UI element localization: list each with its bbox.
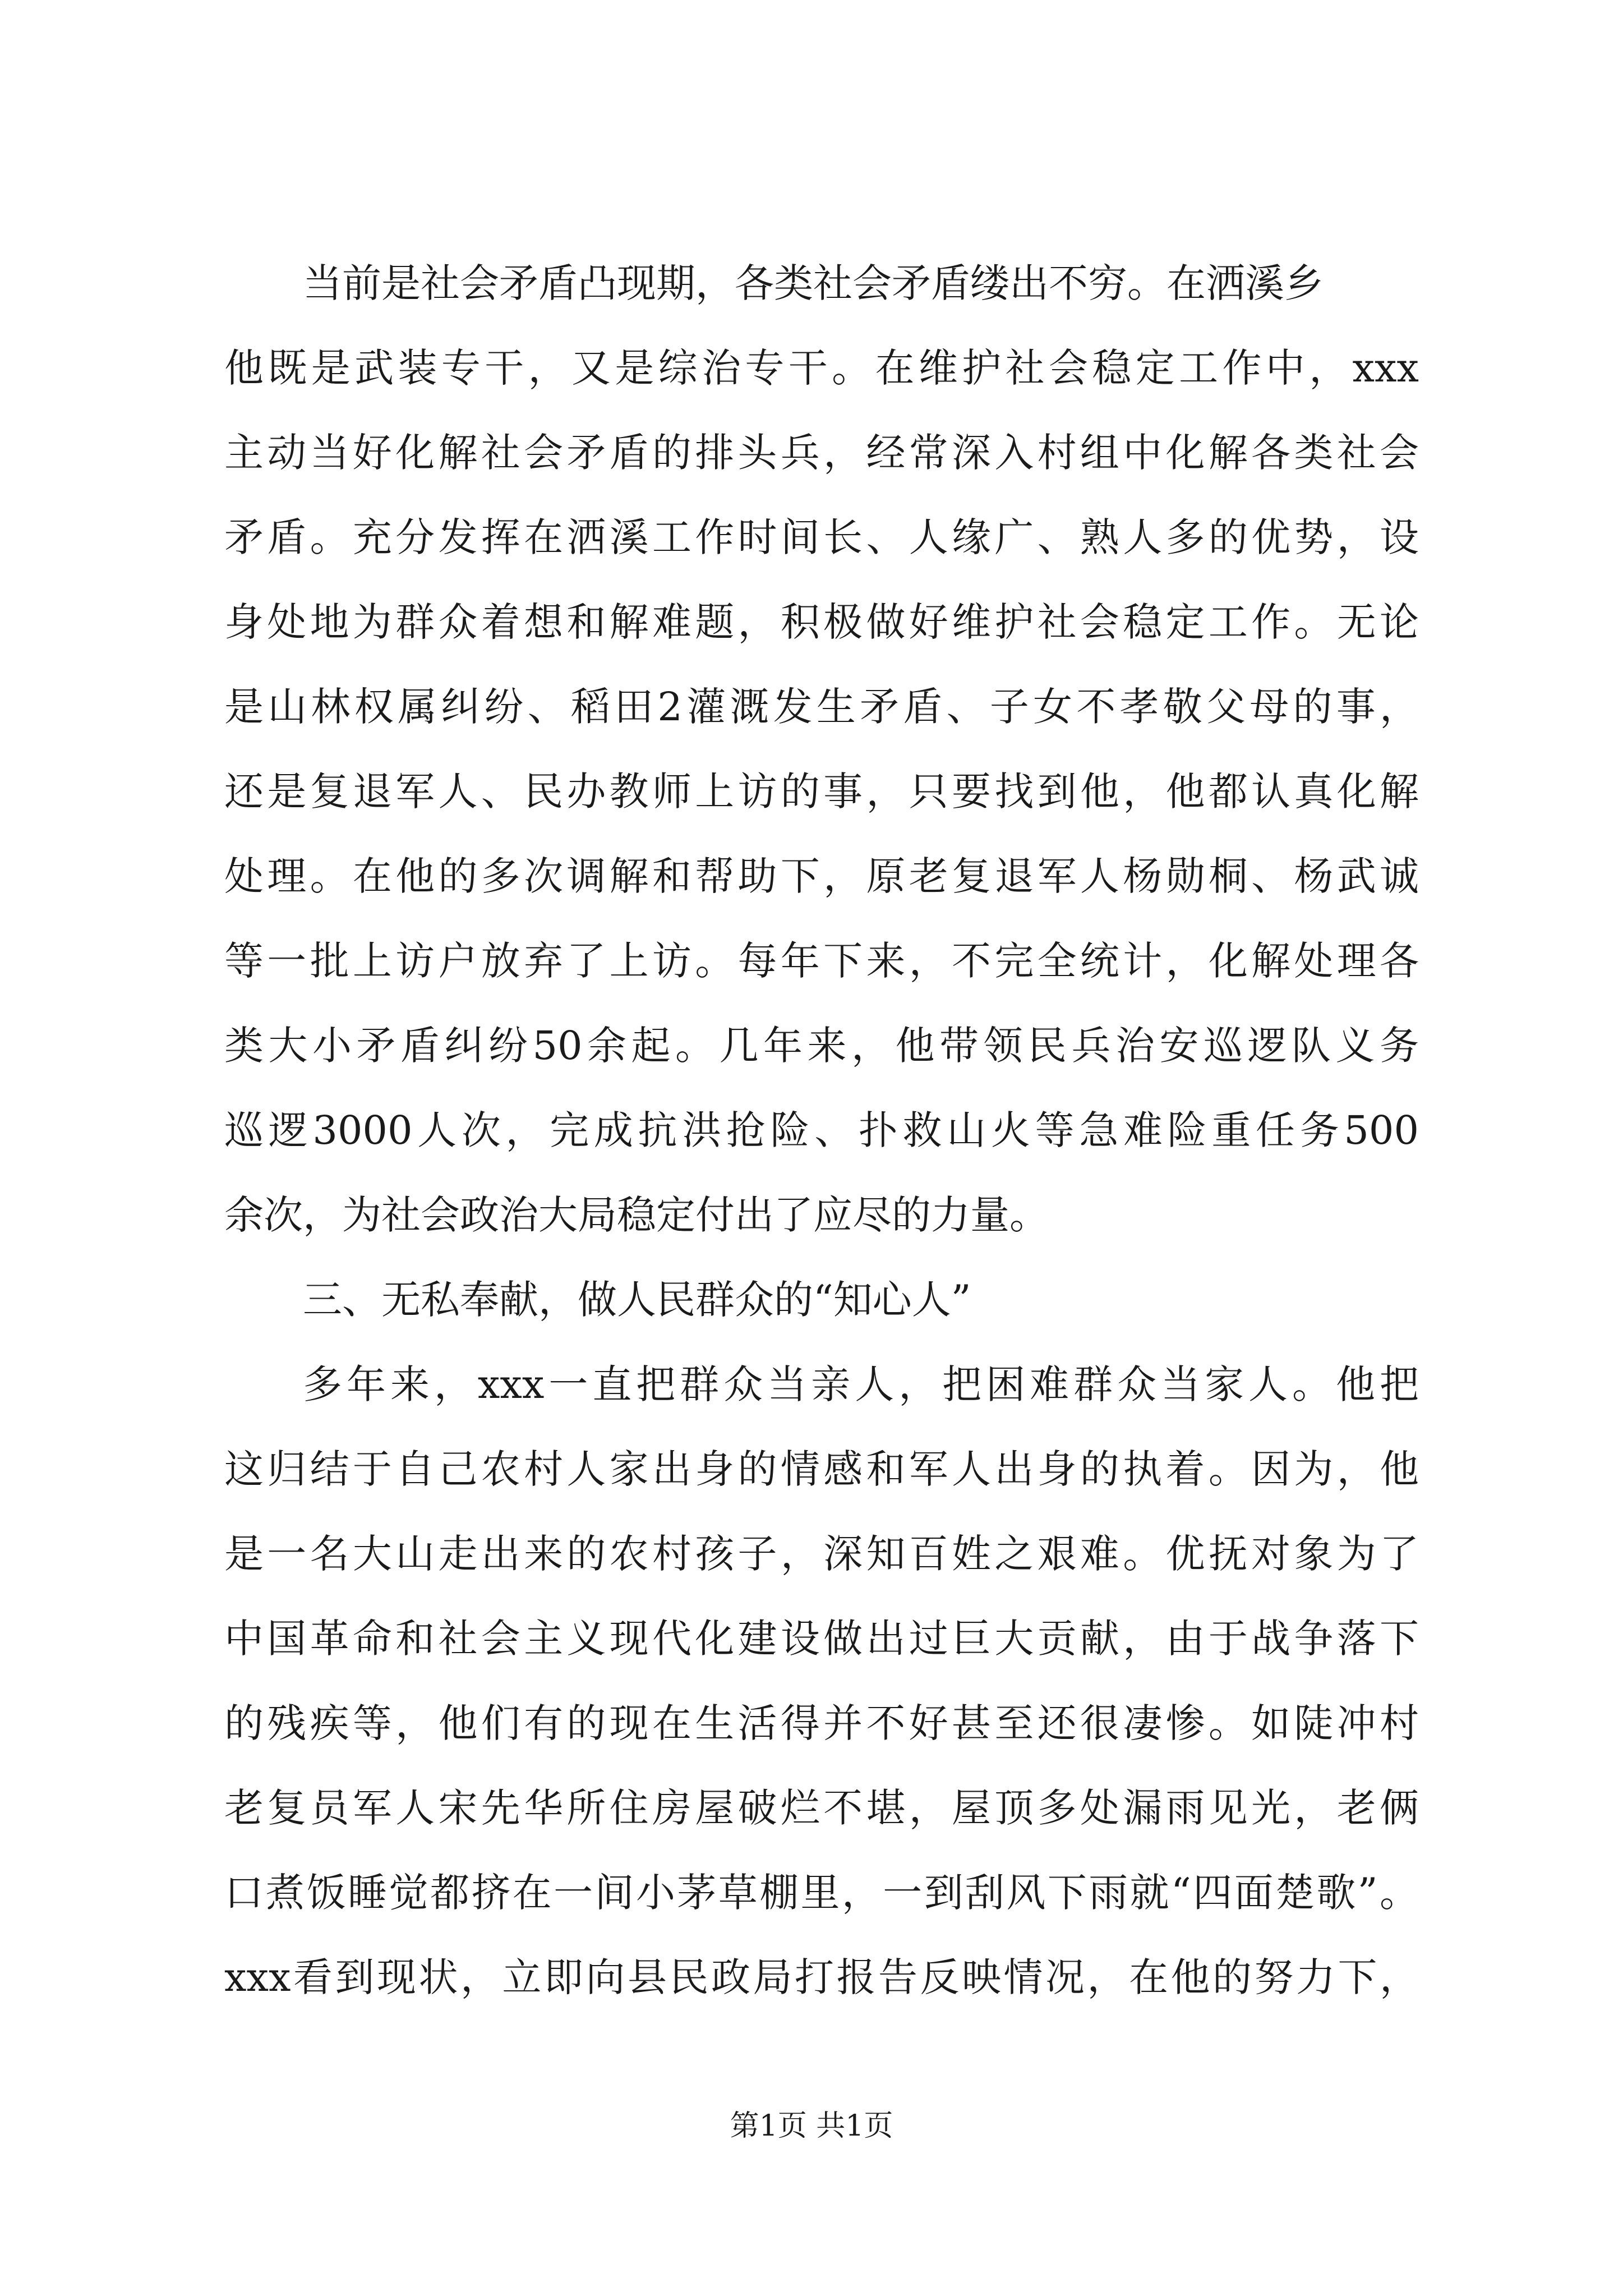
text-line: 处理。在他的多次调解和帮助下，原老复退军人杨勋桐、杨武诚 xyxy=(224,853,1419,899)
text-line: 还是复退军人、民办教师上访的事，只要找到他，他都认真化解 xyxy=(224,769,1419,815)
text-line: 等一批上访户放弃了上访。每年下来，不完全统计，化解处理各 xyxy=(224,938,1419,984)
text-line: 当前是社会矛盾凸现期，各类社会矛盾缕出不穷。在洒溪乡 xyxy=(303,260,1324,306)
text-line: 矛盾。充分发挥在洒溪工作时间长、人缘广、熟人多的优势，设 xyxy=(224,514,1419,560)
section-heading: 三、无私奉献，做人民群众的“知心人” xyxy=(303,1277,971,1323)
text-line: 他既是武装专干，又是综治专干。在维护社会稳定工作中，xxx xyxy=(224,345,1419,391)
text-line: 身处地为群众着想和解难题，积极做好维护社会稳定工作。无论 xyxy=(224,599,1419,645)
text-line: 这归结于自己农村人家出身的情感和军人出身的执着。因为，他 xyxy=(224,1446,1419,1492)
text-line: 老复员军人宋先华所住房屋破烂不堪，屋顶多处漏雨见光，老俩 xyxy=(224,1785,1419,1831)
text-line: 类大小矛盾纠纷50余起。几年来，他带领民兵治安巡逻队义务 xyxy=(224,1023,1419,1069)
text-line: 主动当好化解社会矛盾的排头兵，经常深入村组中化解各类社会 xyxy=(224,430,1419,476)
text-line: 的残疾等，他们有的现在生活得并不好甚至还很凄惨。如陡冲村 xyxy=(224,1700,1419,1746)
text-line: 是一名大山走出来的农村孩子，深知百姓之艰难。优抚对象为了 xyxy=(224,1531,1419,1577)
text-line: 多年来，xxx一直把群众当亲人，把困难群众当家人。他把 xyxy=(303,1361,1419,1407)
page-footer: 第1页 共1页 xyxy=(730,2109,893,2143)
text-line: 巡逻3000人次，完成抗洪抢险、扑救山火等急难险重任务500 xyxy=(224,1107,1419,1153)
text-line: 中国革命和社会主义现代化建设做出过巨大贡献，由于战争落下 xyxy=(224,1616,1419,1662)
text-line: 口煮饭睡觉都挤在一间小茅草棚里，一到刮风下雨就“四面楚歌”。 xyxy=(224,1870,1419,1916)
text-line: xxx看到现状，立即向县民政局打报告反映情况，在他的努力下， xyxy=(224,1954,1419,2000)
text-line: 是山林权属纠纷、稻田2灌溉发生矛盾、子女不孝敬父母的事， xyxy=(224,684,1419,730)
text-line: 余次，为社会政治大局稳定付出了应尽的力量。 xyxy=(224,1192,1049,1238)
body-text xyxy=(224,241,1419,2020)
